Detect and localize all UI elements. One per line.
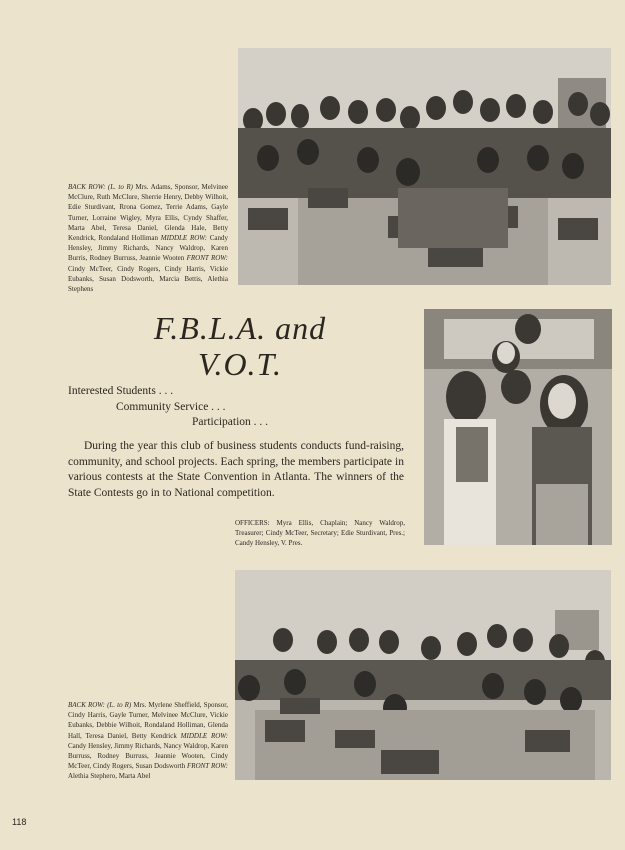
title-line-1: F.B.L.A. and [153,310,327,346]
front-row-label: FRONT ROW: [186,254,228,263]
page-title [150,310,330,382]
middle-row-label: MIDDLE ROW: [180,731,228,740]
club-description: During the year this club of business students conducts fund-raising, community, and school projects. Each spring, the members participate in various contests at the State Convention in Atlanta. The winners of the State Contests go in to National competition. [68,440,404,499]
page-number: 118 [12,817,27,827]
front-row-label: FRONT ROW: [187,762,228,771]
bottom-photo-caption [68,700,228,782]
officers-photo [424,309,612,545]
back-row-label: BACK ROW: (L. to R) [68,701,132,709]
back-row-names: Mrs. Myrlene Sheffield, Sponsor, Cindy Harris, Gayle Turner, Melvinee McClure, Vickie Eubanks, Debbie Wilhoit, Rondaland Holliman, Glenda Hall, Teresa Daniel, Betty Kendrick [68,701,228,740]
tagline-3: Participation . . . [192,416,269,428]
middle-row-label: MIDDLE ROW: [160,234,207,243]
group-photo-bottom [235,570,611,780]
middle-row-names: Candy Hensley, Jimmy Richards, Nancy Waldrop, Karen Burris, Rodney Burruss, Jeannie Wooten [68,234,228,263]
middle-row-names: Candy Hensley, Jimmy Richards, Nancy Waldrop, Karen Burruss, Rodney Burruss, Jeannie Wooten, Cindy McTeer, Cindy Rogers, Susan Dodsworth [68,741,228,771]
tagline-1: Interested Students . . . [68,385,174,397]
back-row-names: Mrs. Adams, Sponsor, Melvinee McClure, Ruth McClure, Sherrie Henry, Debby Wilhoit, Edie Sturdivant, Rrona Gomez, Terrie Adams, Gayle Turner, Lorraine Wigley, Myra Ellis, Cyndy Shaffer, Marta Abel, Teresa Daniel, Glenda Hale, Betty Kendrick, Rondaland Holliman [68,183,228,243]
group-photo-top [238,48,611,285]
officers-caption: OFFICERS: Myra Ellis, Chaplain; Nancy Waldrop, Treasurer; Cindy McTeer, Secretary; Edie Sturdivant, Pres.; Candy Hensley, V. Pres. [235,519,405,547]
title-line-2: V.O.T. [198,346,282,382]
front-row-names: Alethia Stephero, Marta Abel [68,772,151,781]
tagline-2: Community Service . . . [116,401,226,413]
top-photo-caption [68,182,228,294]
back-row-label: BACK ROW: (L. to R) [68,183,133,191]
front-row-names: Cindy McTeer, Cindy Rogers, Cindy Harris, Vickie Eubanks, Susan Dodsworth, Marcia Bettis, Alethia Stephens [68,264,228,294]
